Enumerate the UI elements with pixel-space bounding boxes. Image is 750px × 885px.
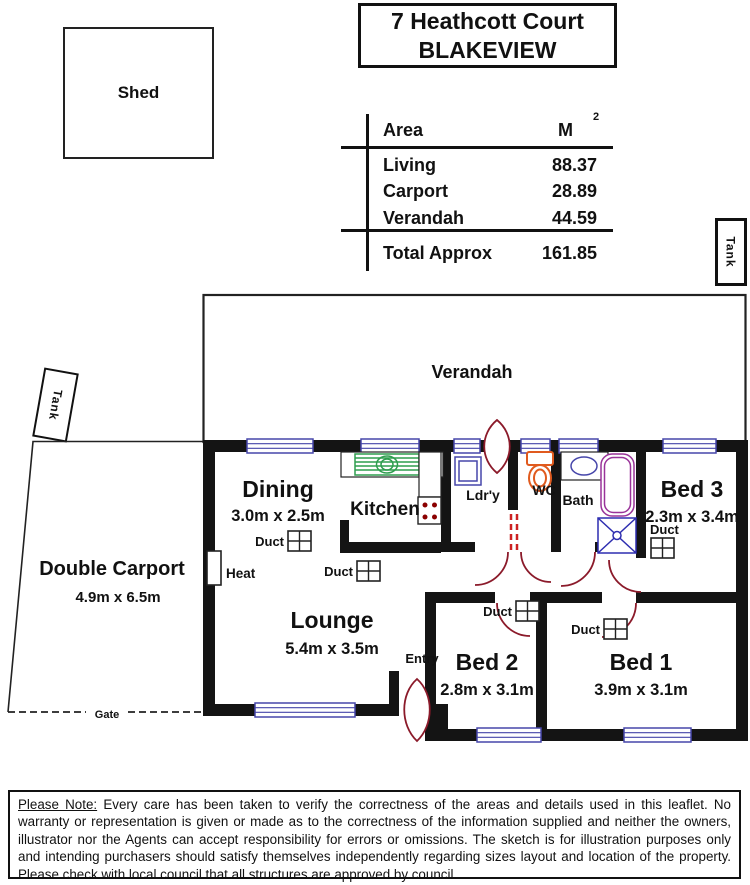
verandah-label: Verandah [431,362,513,382]
tank-right-label: Tank [724,236,738,268]
bathtub [601,454,634,516]
duct-label-dining: Duct [255,534,284,549]
laundry-trough [455,457,481,485]
wall-bed3-bed1 [636,592,737,603]
row-verandah-value: 44.59 [551,208,597,228]
col-header-m2: M [558,120,573,140]
bath-basin [571,457,597,475]
duct-label-bed1: Duct [571,622,600,637]
row-carport-label: Carport [383,181,449,201]
lounge-label: Lounge [290,607,374,633]
bed3-dims: 2.3m x 3.4m [645,508,739,526]
window-bed2 [477,728,541,742]
row-total-label: Total Approx [383,243,492,263]
wall-kitchen-bottom [340,542,441,553]
duct-icon-dining [288,531,311,551]
window-kitchen [361,439,419,453]
window-laundry [454,439,480,453]
tank-left-label: Tank [45,388,66,422]
door-bed3 [609,560,641,592]
wall-laundry-bottom [441,542,475,552]
disclaimer-text: Every care has been taken to verify the correctness of the areas and details used in this leaflet. No warranty or representation is given or made as to the correctness of the information supplied and neither the owners, illustrator nor the Agents can accept responsibility for errors or omissions. The sketch is for illustration purposes only and intending purchasers should satisfy themselves independently regarding sizes layout and location of the property. Please check with local council that all structures are approved by council. [18,797,731,882]
duct-icon-bed3 [651,538,674,558]
disclaimer-label: Please Note: [18,797,98,812]
duct-icon-hall [357,561,380,581]
wc-label: WC [532,482,556,498]
carport-dims: 4.9m x 6.5m [75,589,161,606]
carport-label: Double Carport [39,558,185,580]
wall-laundry-wc [508,452,518,510]
col-header-m2-sup: 2 [593,111,600,123]
lounge-dims: 5.4m x 3.5m [285,640,379,658]
bed1-dims: 3.9m x 3.1m [594,681,688,699]
title-street: 7 Heathcott Court [391,8,584,34]
kitchen-label: Kitchen [350,499,420,520]
entry-label: Entry [405,651,439,666]
kitchen-counter [419,452,441,497]
door-laundry [475,552,508,585]
duct-icon-bed2 [516,601,539,621]
window-bath [559,439,598,453]
wall-kitchen-return [340,520,349,553]
duct-label-bed3: Duct [650,522,679,537]
col-header-area: Area [383,120,424,140]
window-bed1 [624,728,691,742]
wall-wc-bath [551,452,561,552]
window-bed3 [663,439,716,453]
row-total-value: 161.85 [541,243,597,263]
wall-right [736,440,748,741]
bed2-dims: 2.8m x 3.1m [440,681,534,699]
laundry-label: Ldr'y [466,487,500,503]
door-bath [561,552,595,586]
door-back-double [484,420,510,473]
gate-label: Gate [94,709,120,721]
row-living-value: 88.37 [551,155,597,175]
wall-bedwing-bottom [425,729,748,741]
window-dining [247,439,313,453]
row-living-label: Living [383,155,436,175]
dining-label: Dining [242,476,314,502]
shed-label: Shed [117,83,160,102]
row-verandah-label: Verandah [383,208,465,228]
kitchen-stove [418,497,441,524]
title-suburb: BLAKEVIEW [418,37,557,63]
bed1-label: Bed 1 [609,649,673,675]
door-wc [521,552,551,582]
dining-dims: 3.0m x 2.5m [231,507,325,525]
duct-label-hall: Duct [324,564,353,579]
row-carport-value: 28.89 [551,181,597,201]
bed3-label: Bed 3 [660,476,724,502]
window-wc [521,439,550,453]
disclaimer-box [8,790,741,882]
heater-unit [207,551,221,585]
duct-label-bed2: Duct [483,604,512,619]
window-lounge [255,703,355,717]
bed2-label: Bed 2 [455,649,519,675]
heat-label: Heat [226,566,256,581]
duct-icon-bed1 [604,619,627,639]
wall-entry-stub [389,671,399,716]
shower [598,518,636,553]
bath-label: Bath [562,492,594,508]
